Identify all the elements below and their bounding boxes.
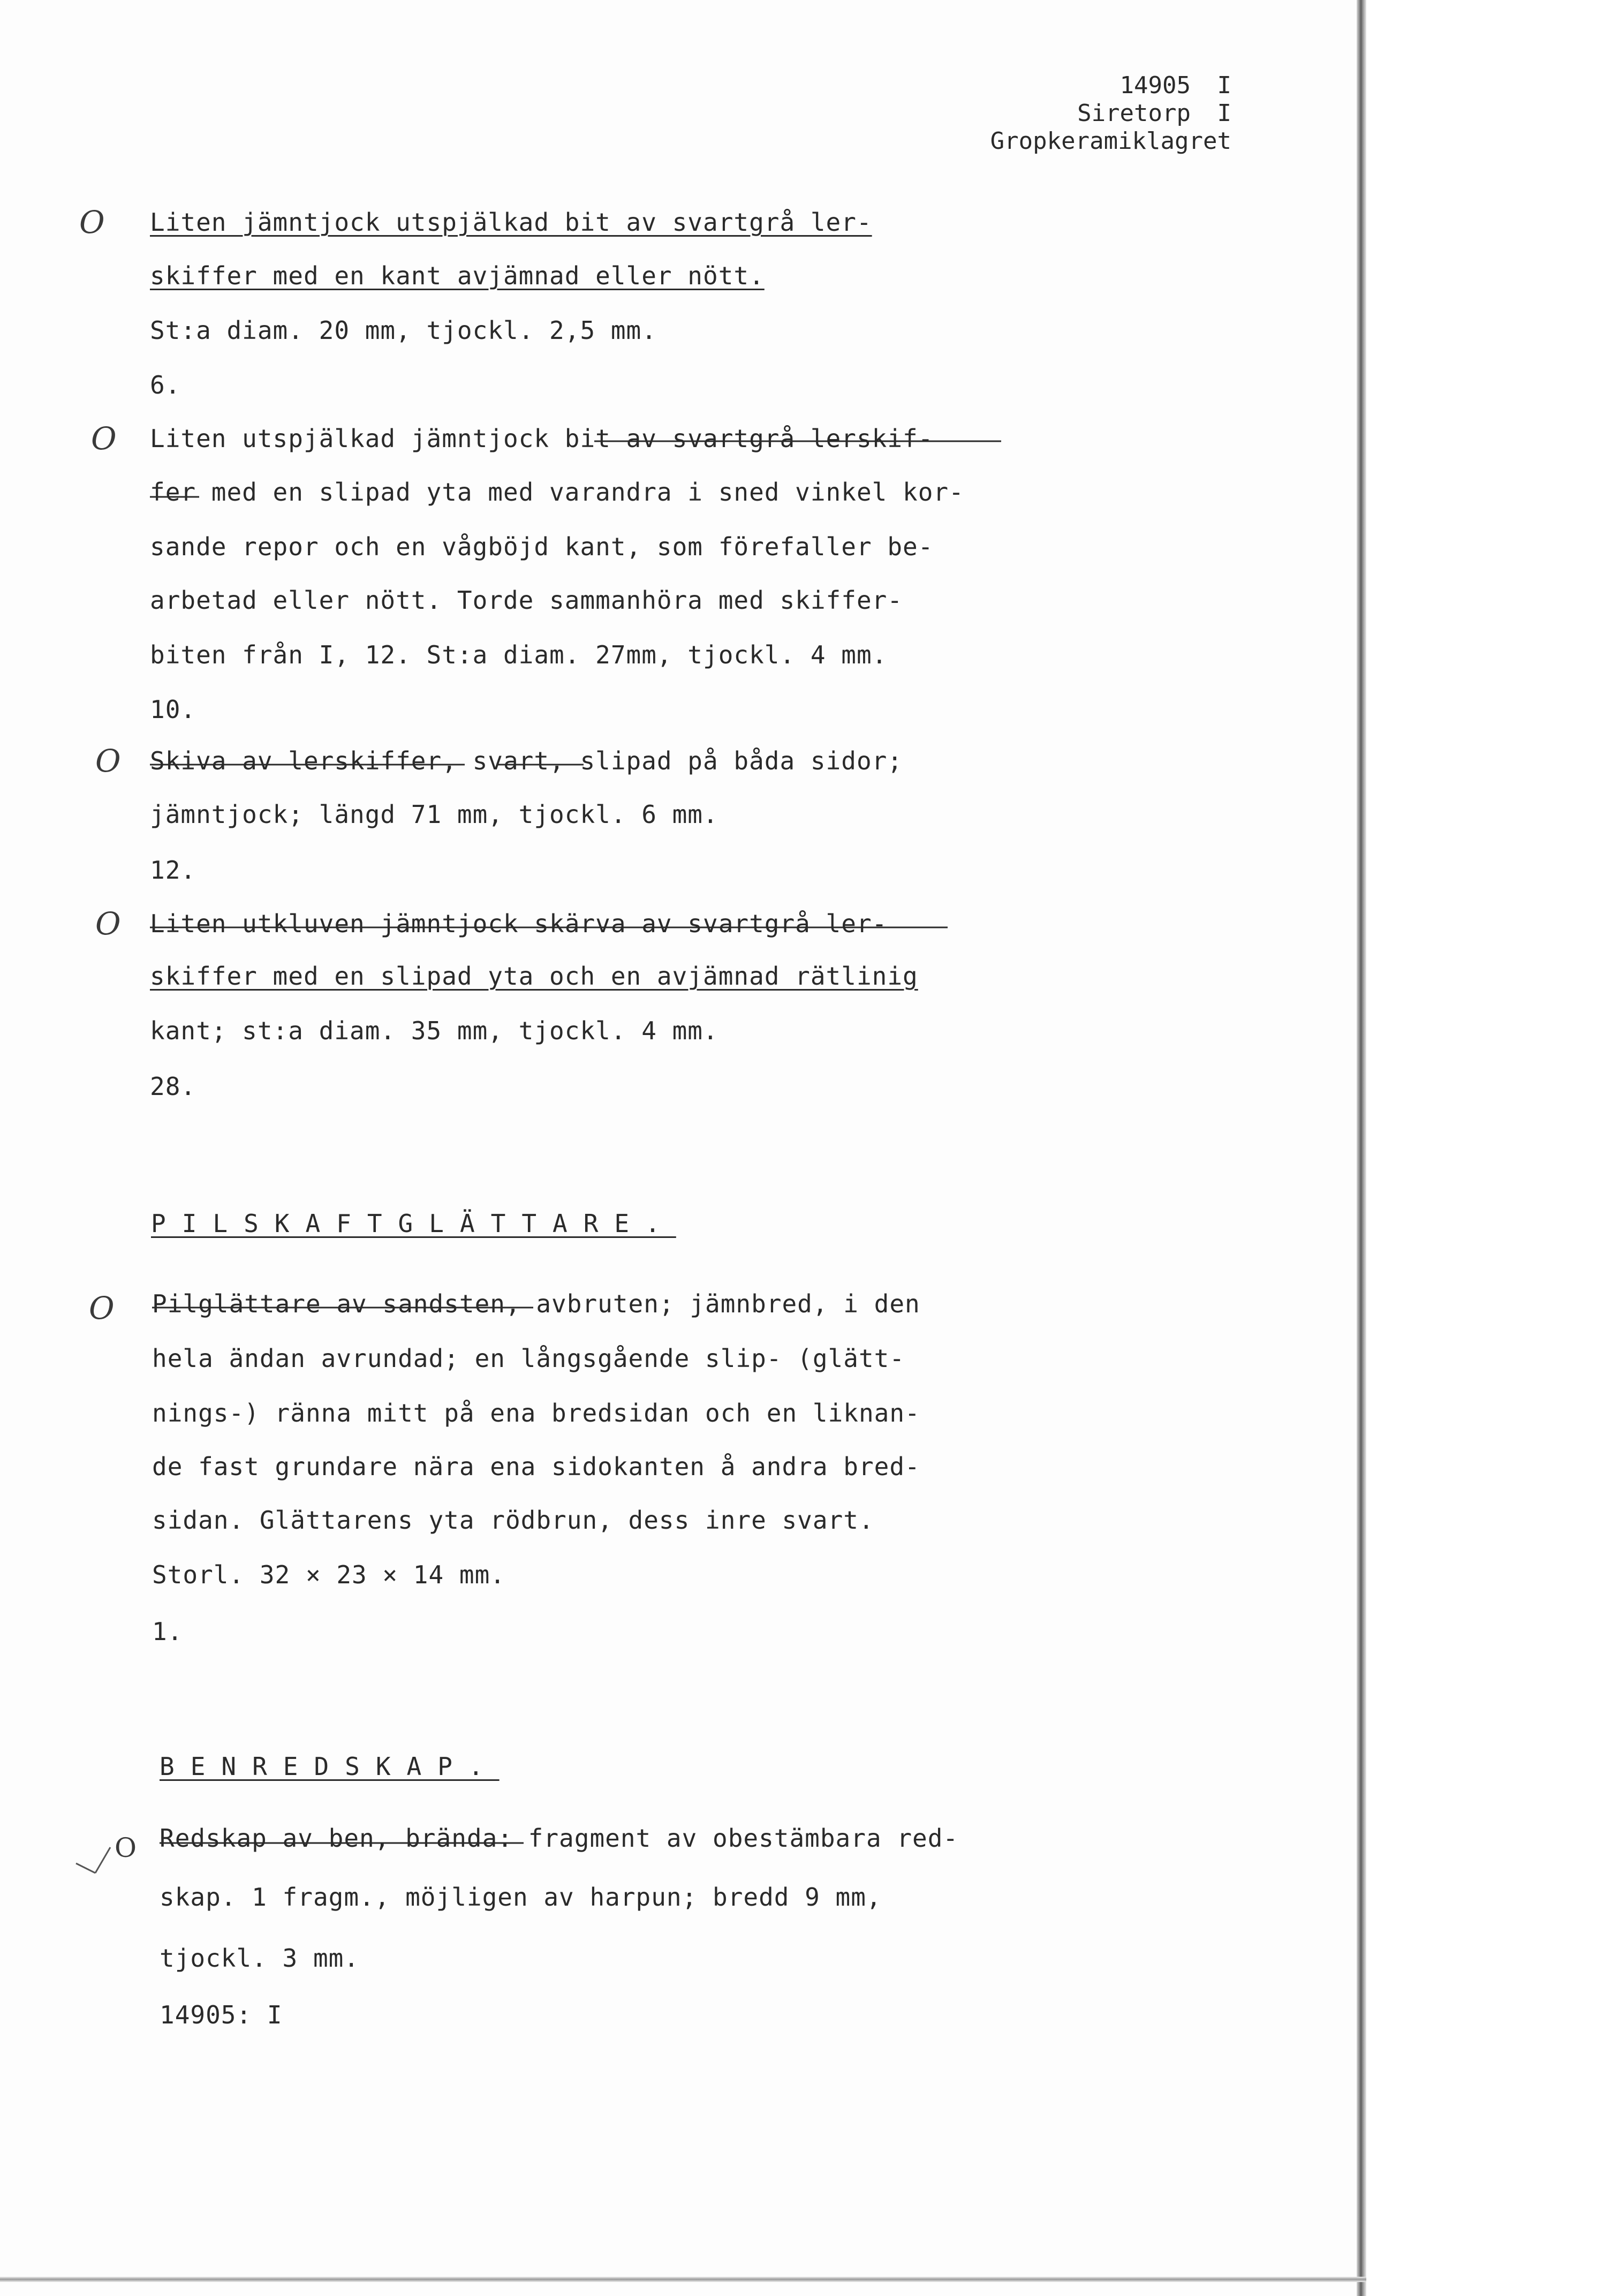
entry-catalog-ref: 6. [150,371,181,399]
circle-mark: O [91,420,117,457]
entry-line: St:a diam. 20 mm, tjockl. 2,5 mm. [150,316,657,345]
layer-name: Gropkeramiklagret [990,127,1231,155]
document-header [889,72,1231,155]
entry-line: Liten utspjälkad jämntjock bit av svartgrå lerskif- [150,424,934,453]
circle-mark: O [95,905,121,942]
entry-line: sande repor och en vågböjd kant, som förefaller be- [150,532,934,561]
entry-line: Skiva av lerskiffer, svart, slipad på båda sidor; [150,746,903,775]
page-edge [1357,0,1366,2296]
entry-line: hela ändan avrundad; en långsgående slip- (glätt- [152,1344,905,1373]
entry-line: Storl. 32 × 23 × 14 mm. [152,1560,505,1589]
entry-line: Redskap av ben, brända: fragment av obestämbara red- [160,1824,959,1853]
header-site-row [889,100,1231,127]
entry-catalog-ref: 12. [150,856,196,885]
catalog-number: 14905 [1119,72,1191,99]
entry-line: skiffer med en slipad yta och en avjämnad rätlinig [150,962,918,991]
entry-line: jämntjock; längd 71 mm, tjockl. 6 mm. [150,800,718,829]
site-suffix: I [1217,100,1231,127]
entry-catalog-ref: 10. [150,695,196,724]
entry-line: skiffer med en kant avjämnad eller nött. [150,261,765,290]
entry-line: Liten utkluven jämntjock skärva av svartgrå ler- [150,909,888,938]
circle-mark: O [115,1832,137,1863]
entry-line: tjockl. 3 mm. [160,1944,360,1973]
entry-catalog-ref: 28. [150,1072,196,1101]
entry-line: biten från I, 12. St:a diam. 27mm, tjockl. 4 mm. [150,640,888,669]
header-layer-row [889,127,1231,155]
catalog-number-suffix: I [1217,72,1231,99]
header-number-row [889,72,1231,100]
entry-line: Pilglättare av sandsten, avbruten; jämnbred, i den [152,1289,920,1318]
entry-catalog-ref: 1. [152,1617,183,1646]
entry-line: fer med en slipad yta med varandra i sned vinkel kor- [150,478,964,507]
entry-line: nings-) ränna mitt på ena bredsidan och en liknan- [152,1399,920,1428]
document-footer: 14905: I [160,2000,283,2029]
page-bottom-edge [0,2277,1366,2282]
section-heading: PILSKAFTGLÄTTARE. [151,1209,676,1238]
circle-mark: O [95,743,121,779]
entry-line: de fast grundare nära ena sidokanten å andra bred- [152,1452,920,1481]
circle-mark: O [79,204,105,240]
entry-line: Liten jämntjock utspjälkad bit av svartgrå ler- [150,208,872,237]
entry-line: arbetad eller nött. Torde sammanhöra med skiffer- [150,586,903,615]
section-heading: BENREDSKAP. [160,1752,500,1781]
site-name: Siretorp [1077,100,1191,127]
scan-margin [1366,0,1619,2296]
entry-line: skap. 1 fragm., möjligen av harpun; bredd 9 mm, [160,1883,882,1912]
entry-line: sidan. Glättarens yta rödbrun, dess inre svart. [152,1506,874,1535]
entry-line: kant; st:a diam. 35 mm, tjockl. 4 mm. [150,1016,718,1045]
circle-mark: O [89,1290,115,1326]
